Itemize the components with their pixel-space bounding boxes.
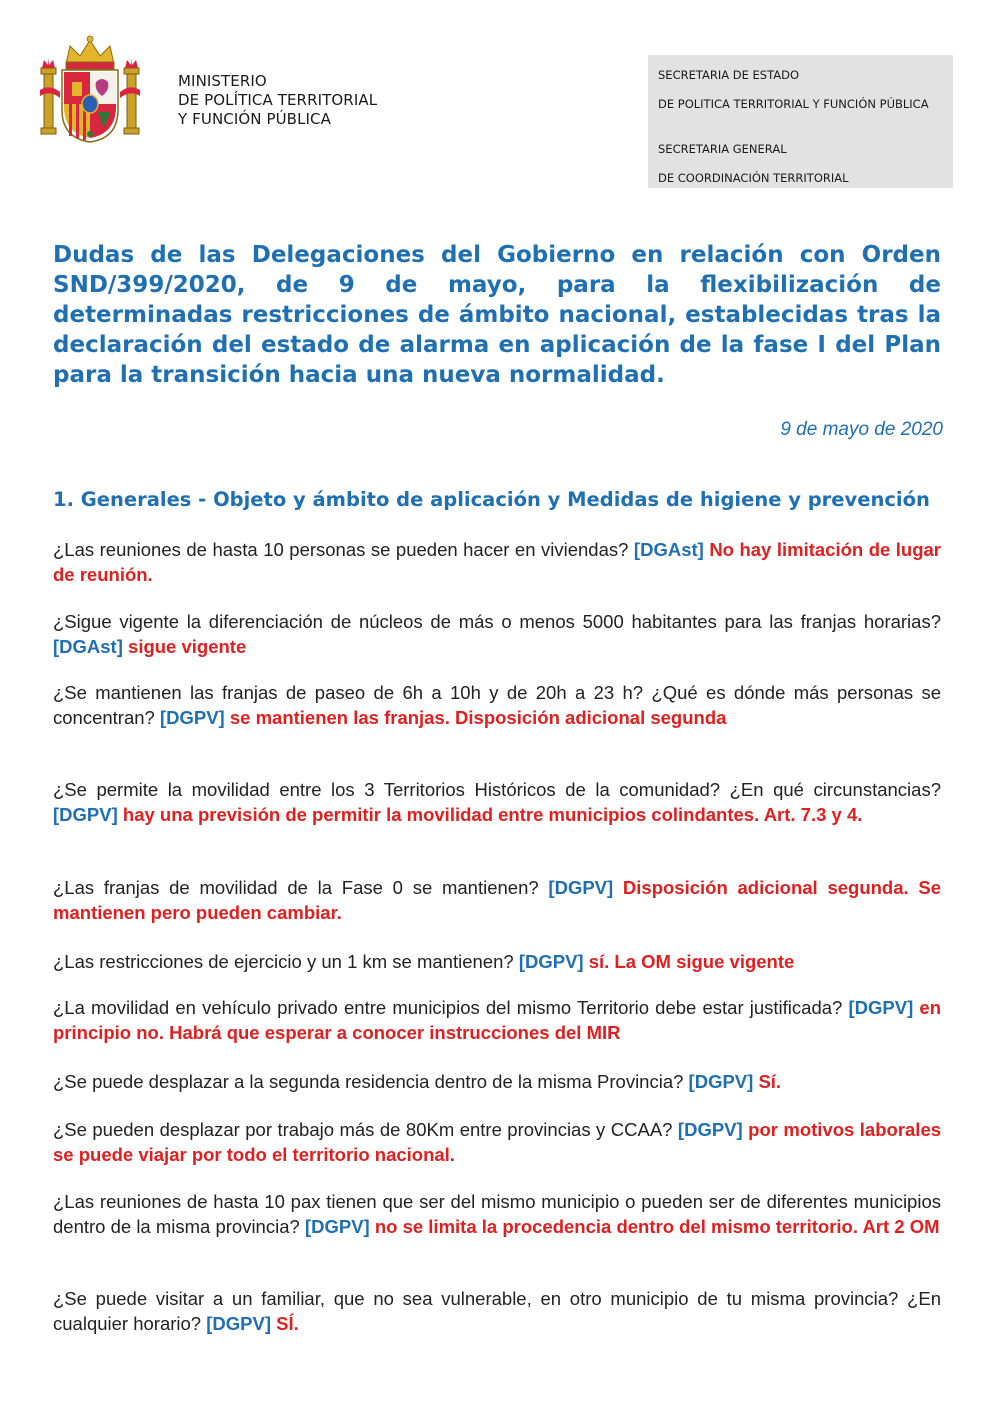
source-tag: [DGPV] <box>677 1119 743 1140</box>
question-text: ¿Se pueden desplazar por trabajo más de 80Km entre provincias y CCAA? <box>53 1119 673 1140</box>
source-tag: [DGPV] <box>548 877 614 898</box>
source-tag: [DGPV] <box>304 1216 370 1237</box>
answer-text: sigue vigente <box>128 636 247 657</box>
answer-text: Sí. <box>758 1071 782 1092</box>
answer-text: por motivos laborales se puede viajar por todo el territorio nacional. <box>53 1119 942 1165</box>
secretaria-line: SECRETARIA DE ESTADO <box>658 68 800 82</box>
source-tag: [DGPV] <box>159 707 225 728</box>
ministry-line: Y FUNCIÓN PÚBLICA <box>178 110 331 128</box>
qa-item <box>53 1069 941 1094</box>
answer-text: No hay limitación de lugar de reunión. <box>53 539 942 585</box>
coat-of-arms-logo <box>40 34 140 146</box>
qa-item <box>53 609 941 659</box>
question-text: ¿Las franjas de movilidad de la Fase 0 se mantienen? <box>53 877 539 898</box>
secretaria-line: DE COORDINACIÓN TERRITORIAL <box>658 171 849 185</box>
question-text: ¿Las reuniones de hasta 10 pax tienen que ser del mismo municipio o pueden ser de diferentes municipios dentro de la misma provincia? <box>53 1191 941 1237</box>
qa-item <box>53 1189 941 1239</box>
question-text: ¿Las restricciones de ejercicio y un 1 km se mantienen? <box>53 951 514 972</box>
question-text: ¿Se puede visitar a un familiar, que no sea vulnerable, en otro municipio de tu misma provincia? ¿En cualquier horario? <box>53 1288 941 1334</box>
answer-text: sí. La OM sigue vigente <box>588 951 795 972</box>
document-date: 9 de mayo de 2020 <box>780 419 943 440</box>
answer-text: SÍ. <box>276 1313 299 1334</box>
answer-text: se mantienen las franjas. Disposición adicional segunda <box>229 707 727 728</box>
answer-text: hay una previsión de permitir la movilidad entre municipios colindantes. Art. 7.3 y 4. <box>122 804 863 825</box>
ministry-line: DE POLÍTICA TERRITORIAL <box>178 91 378 109</box>
secretaria-box <box>648 55 953 188</box>
question-text: ¿Se mantienen las franjas de paseo de 6h a 10h y de 20h a 23 h? ¿Qué es dónde más personas se concentran? <box>53 682 941 728</box>
source-tag: [DGAst] <box>633 539 704 560</box>
source-tag: [DGPV] <box>518 951 584 972</box>
question-text: ¿Se puede desplazar a la segunda residencia dentro de la misma Provincia? <box>53 1071 684 1092</box>
question-text: ¿Se permite la movilidad entre los 3 Territorios Históricos de la comunidad? ¿En qué circunstancias? <box>53 779 941 800</box>
question-text: ¿La movilidad en vehículo privado entre municipios del mismo Territorio debe estar justificada? <box>53 997 843 1018</box>
source-tag: [DGPV] <box>688 1071 754 1092</box>
source-tag: [DGAst] <box>53 636 123 657</box>
ministry-line: MINISTERIO <box>178 72 267 90</box>
source-tag: [DGPV] <box>848 997 914 1018</box>
answer-text: no se limita la procedencia dentro del mismo territorio. Art 2 OM <box>374 1216 940 1237</box>
question-text: ¿Las reuniones de hasta 10 personas se pueden hacer en viviendas? <box>53 539 629 560</box>
answer-text: Disposición adicional segunda. Se mantienen pero pueden cambiar. <box>53 877 942 923</box>
qa-item <box>53 1286 941 1336</box>
qa-item <box>53 680 941 730</box>
qa-item <box>53 995 941 1045</box>
secretaria-line: DE POLITICA TERRITORIAL Y FUNCIÓN PÚBLICA <box>658 97 929 111</box>
ministry-name <box>178 72 377 129</box>
answer-text: en principio no. Habrá que esperar a conocer instrucciones del MIR <box>53 997 942 1043</box>
qa-item <box>53 537 941 587</box>
document-title: Dudas de las Delegaciones del Gobierno en relación con Orden SND/399/2020, de 9 de mayo, para la flexibilización de determinadas restricciones de ámbito nacional, establecidas tras la declaración del estado de alarma en aplicación de la fase I del Plan para la transición hacia una nueva normalidad. <box>53 242 941 388</box>
section-heading: 1. Generales - Objeto y ámbito de aplicación y Medidas de higiene y prevención <box>53 488 930 511</box>
qa-item <box>53 949 941 974</box>
qa-item <box>53 1117 941 1167</box>
qa-item <box>53 777 941 827</box>
secretaria-line: SECRETARIA GENERAL <box>658 142 787 156</box>
question-text: ¿Sigue vigente la diferenciación de núcleos de más o menos 5000 habitantes para las franjas horarias? <box>53 611 941 632</box>
source-tag: [DGPV] <box>53 804 118 825</box>
source-tag: [DGPV] <box>206 1313 271 1334</box>
qa-item <box>53 875 941 925</box>
